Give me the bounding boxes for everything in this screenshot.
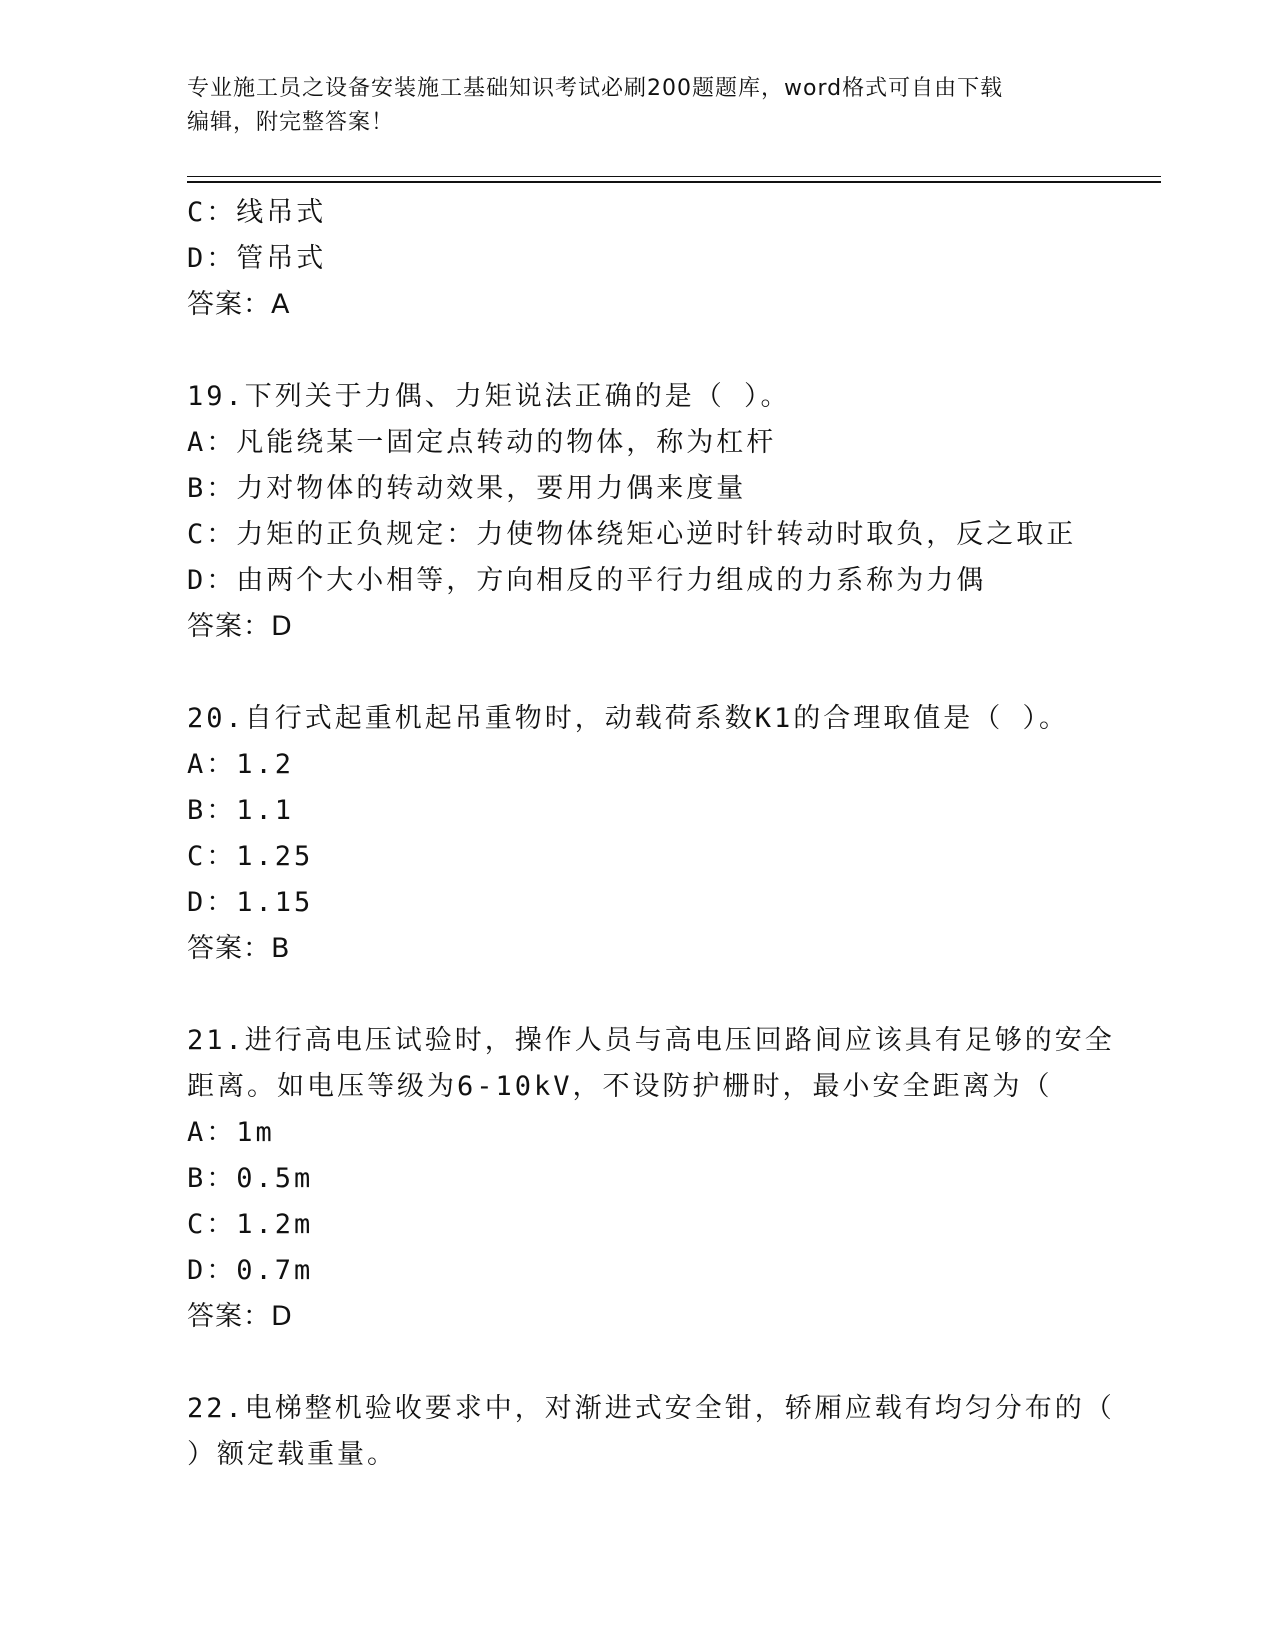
option-b: B：1.1 [187,795,295,826]
answer-line: 答案：D [187,611,293,642]
answer-line: 答案：D [187,1301,293,1332]
option-a: A：1m [187,1117,275,1148]
header-title-line2: 编辑，附完整答案！ [187,110,395,135]
question-list [187,190,1115,1478]
question-19 [187,374,1107,650]
spacer [187,972,1107,1018]
option-b: B：0.5m [187,1163,314,1194]
header-divider-thin [187,176,1161,177]
question-stem-line2: 距离。如电压等级为6-10kV，不设防护栅时，最小安全距离为（ [187,1071,1053,1102]
spacer [187,1340,1107,1386]
option-d: D：由两个大小相等，方向相反的平行力组成的力系称为力偶 [187,565,987,596]
option-d: D：1.15 [187,887,314,918]
question-21 [187,1018,1115,1340]
spacer [187,650,1107,696]
question-stem: 19.下列关于力偶、力矩说法正确的是（ ）。 [187,381,791,412]
option-c: C：1.2m [187,1209,314,1240]
question-20 [187,696,1107,972]
option-c: C：力矩的正负规定：力使物体绕矩心逆时针转动时取负，反之取正 [187,519,1077,550]
option-a: A：1.2 [187,749,295,780]
question-22 [187,1386,1115,1478]
option-c: C：线吊式 [187,197,327,228]
question-stem-line1: 21.进行高电压试验时，操作人员与高电压回路间应该具有足够的安全 [187,1025,1115,1056]
answer-line: 答案：A [187,289,291,320]
option-b: B：力对物体的转动效果，要用力偶来度量 [187,473,747,504]
question-stem-line1: 22.电梯整机验收要求中，对渐进式安全钳，轿厢应载有均匀分布的（ [187,1393,1115,1424]
question-18-tail [187,190,1107,328]
answer-line: 答案：B [187,933,291,964]
document-header [187,72,1087,140]
option-a: A：凡能绕某一固定点转动的物体，称为杠杆 [187,427,777,458]
spacer [187,328,1107,374]
question-stem-line2: ）额定载重量。 [187,1439,397,1470]
header-title-line1: 专业施工员之设备安装施工基础知识考试必刷200题题库，word格式可自由下载 [187,76,1004,101]
option-d: D：0.7m [187,1255,314,1286]
header-divider-thick [187,181,1161,183]
option-c: C：1.25 [187,841,314,872]
option-d: D：管吊式 [187,243,327,274]
question-stem: 20.自行式起重机起吊重物时，动载荷系数K1的合理取值是（ ）。 [187,703,1070,734]
